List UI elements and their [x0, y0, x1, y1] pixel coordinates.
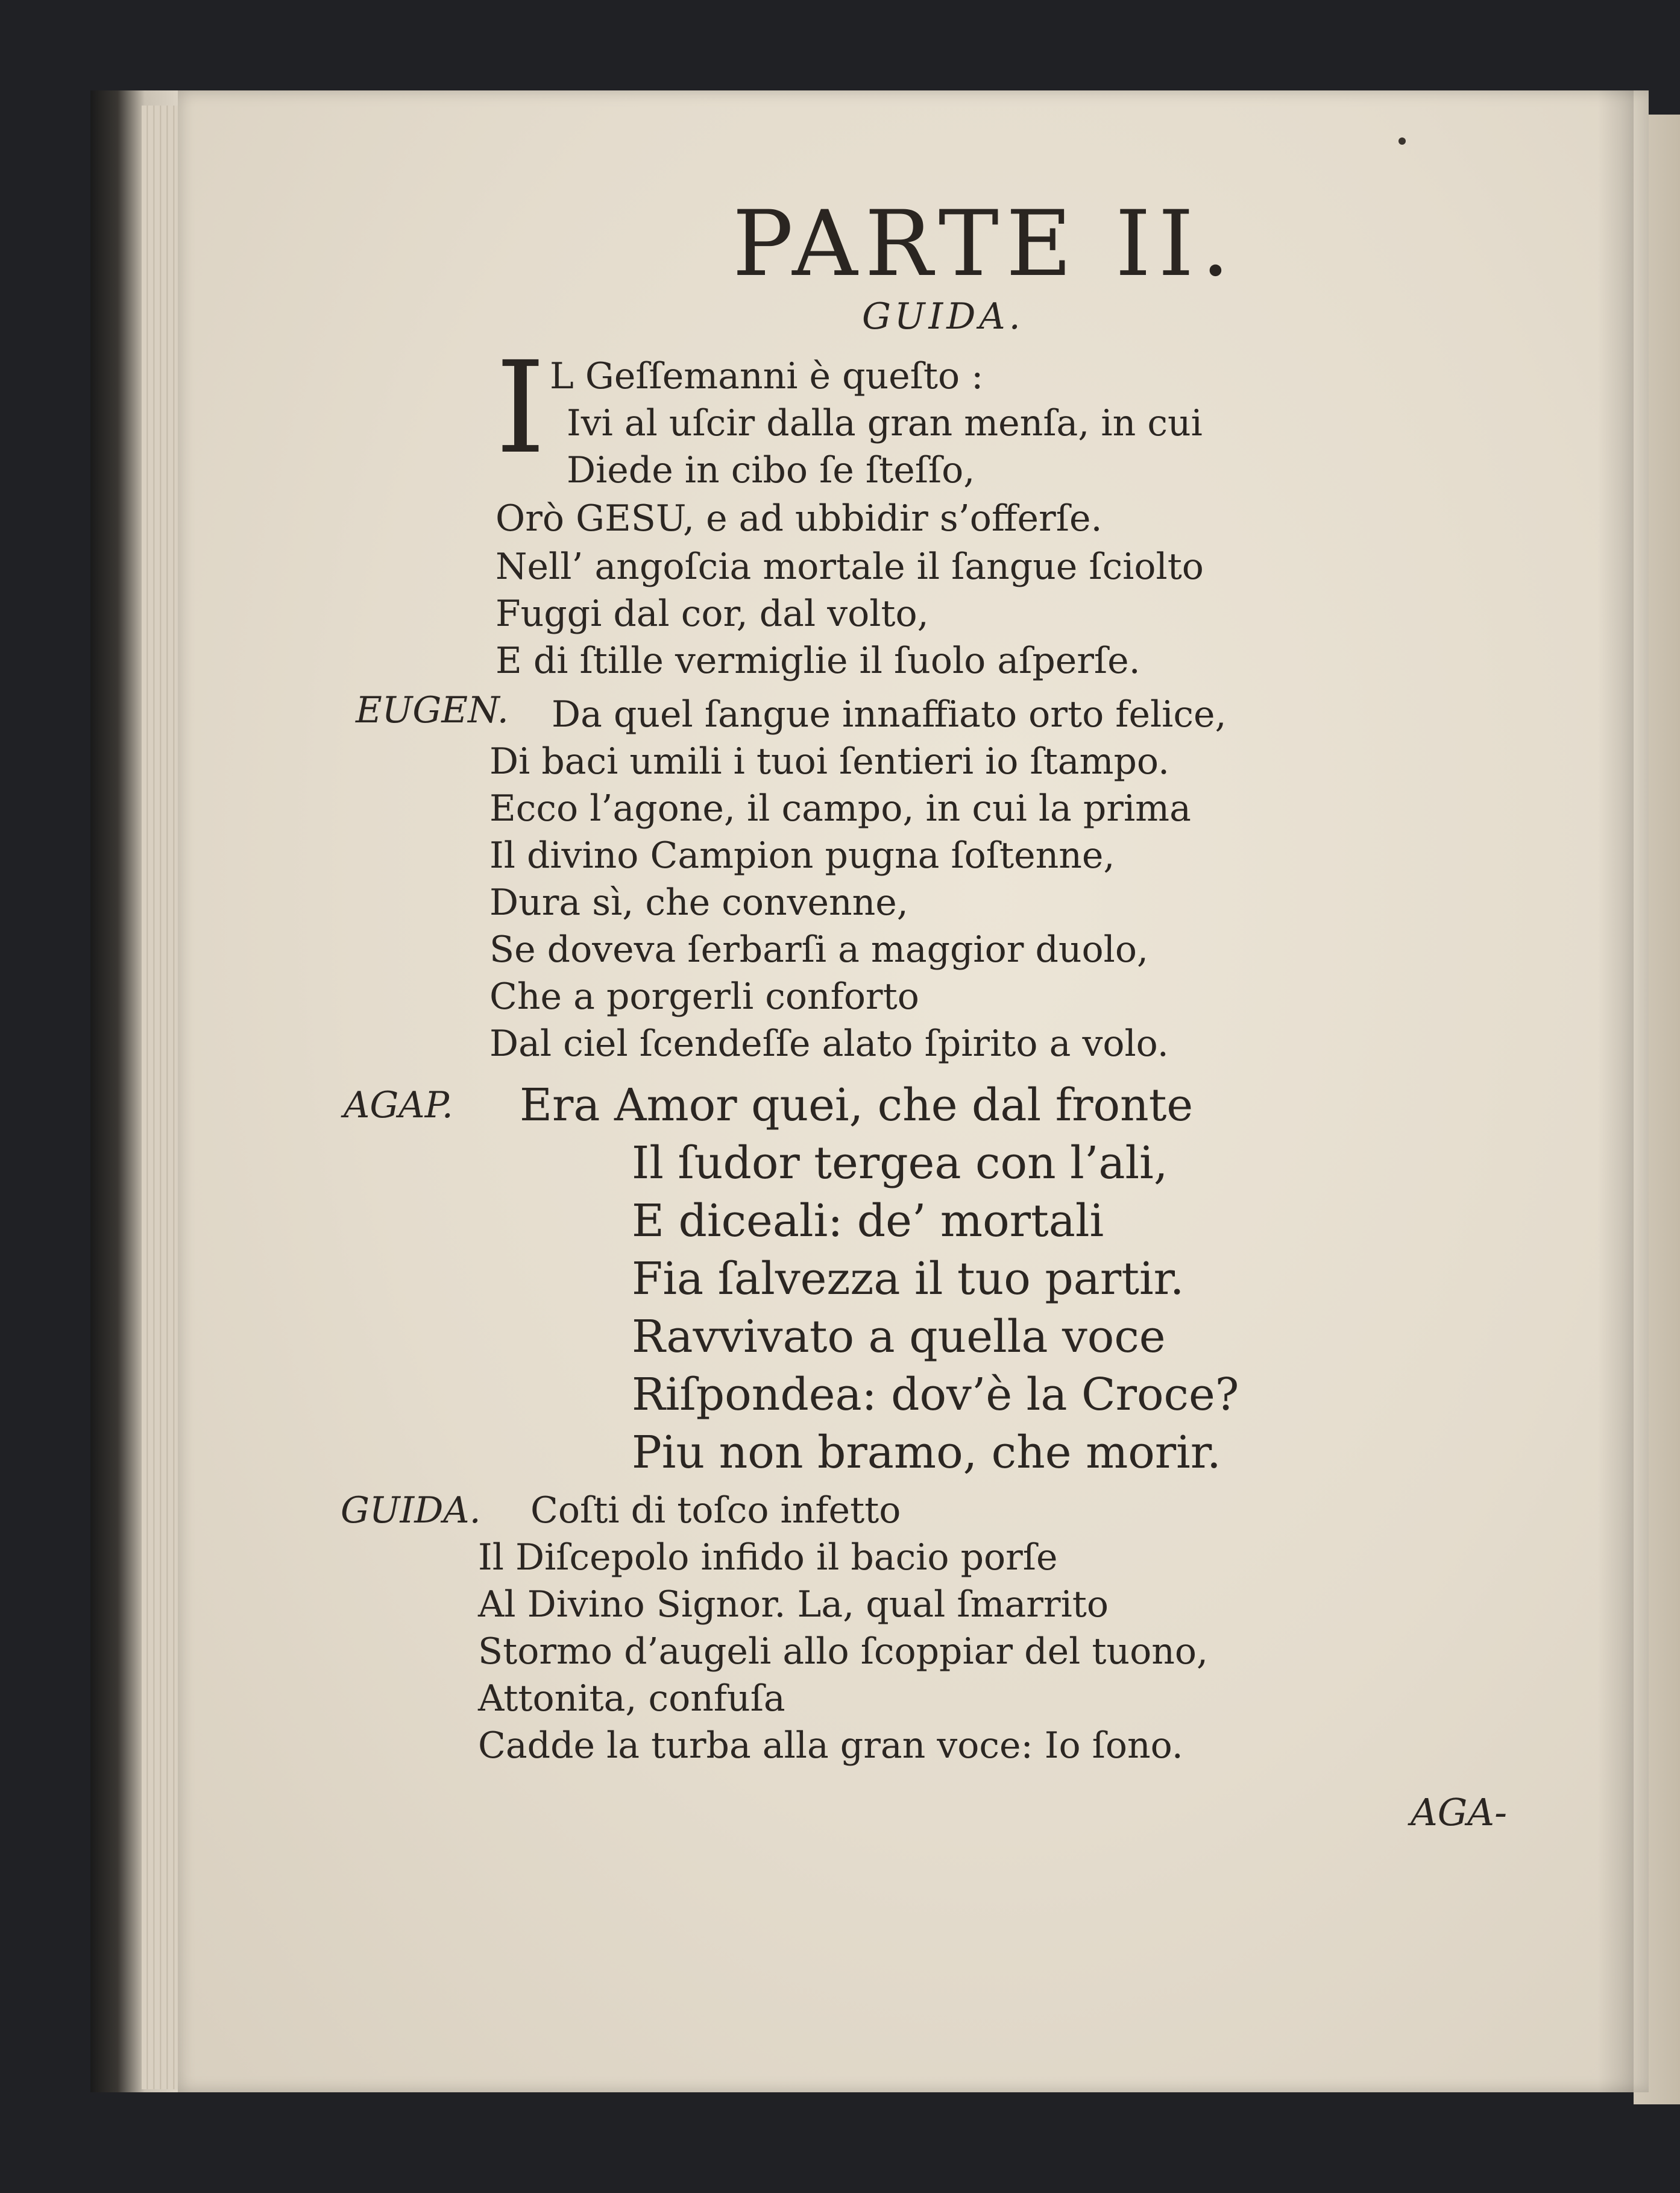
verse-line: Attonita, confuſa: [478, 1677, 785, 1720]
speaker-guida-heading: GUIDA.: [862, 295, 1024, 338]
speaker-agap: AGAP.: [344, 1084, 453, 1126]
page-fold-shadow: [1597, 90, 1634, 2092]
verse-line: Al Divino Signor. La, qual ſmarrito: [478, 1583, 1109, 1626]
verse-line: Fuggi dal cor, dal volto,: [496, 593, 929, 635]
aria-line: Fia ſalvezza il tuo partir.: [632, 1253, 1184, 1305]
verse-line: Da quel ſangue innaffiato orto felice,: [552, 693, 1227, 736]
speaker-eugen: EUGEN.: [356, 689, 509, 731]
speaker-guida: GUIDA.: [341, 1489, 481, 1532]
verse-line: Il Diſcepolo infido il bacio porſe: [478, 1536, 1058, 1579]
verse-line: Di baci umili i tuoi ſentieri io ſtampo.: [489, 740, 1170, 783]
verse-line: Cadde la turba alla gran voce: Io ſono.: [478, 1724, 1183, 1767]
verse-line: L Geſſemanni è queſto :: [550, 355, 984, 397]
aria-line: Riſpondea: dov’è la Croce?: [632, 1369, 1239, 1421]
verse-line: Che a porgerli conforto: [489, 976, 919, 1018]
drop-cap: I: [496, 334, 546, 482]
verse-line: Diede in cibo ſe ſteſſo,: [567, 449, 975, 491]
aria-line: Era Amor quei, che dal fronte: [520, 1079, 1194, 1131]
aria-line: Il ſudor tergea con l’ali,: [632, 1137, 1168, 1189]
verse-line: Dal ciel ſcendeſſe alato ſpirito a volo.: [489, 1023, 1169, 1065]
aria-line: E diceali: de’ mortali: [632, 1195, 1104, 1247]
aria-line: Piu non bramo, che morir.: [632, 1427, 1221, 1478]
verse-line: Coſti di toſco infetto: [530, 1489, 901, 1532]
verse-line: Orò GESU, e ad ubbidir s’offerſe.: [496, 497, 1103, 540]
verse-line: Se doveva ſerbarſi a maggior duolo,: [489, 929, 1149, 971]
verse-line: E di ſtille vermiglie il ſuolo aſperſe.: [496, 640, 1140, 682]
verse-line: Ivi al uſcir dalla gran menſa, in cui: [567, 402, 1203, 444]
verse-line: Nell’ angoſcia mortale il ſangue ſciolto: [496, 546, 1204, 588]
verse-line: Ecco l’agone, il campo, in cui la prima: [489, 787, 1191, 830]
page-title: PARTE II.: [732, 192, 1238, 297]
verse-line: Stormo d’augeli allo ſcoppiar del tuono,: [478, 1630, 1209, 1673]
ink-speck: [1398, 137, 1406, 145]
verse-line: Dura sì, che convenne,: [489, 882, 908, 924]
verse-line: Il divino Campion pugna ſoſtenne,: [489, 835, 1115, 877]
aria-line: Ravvivato a quella voce: [632, 1311, 1166, 1363]
catchword: AGA-: [1411, 1790, 1508, 1834]
